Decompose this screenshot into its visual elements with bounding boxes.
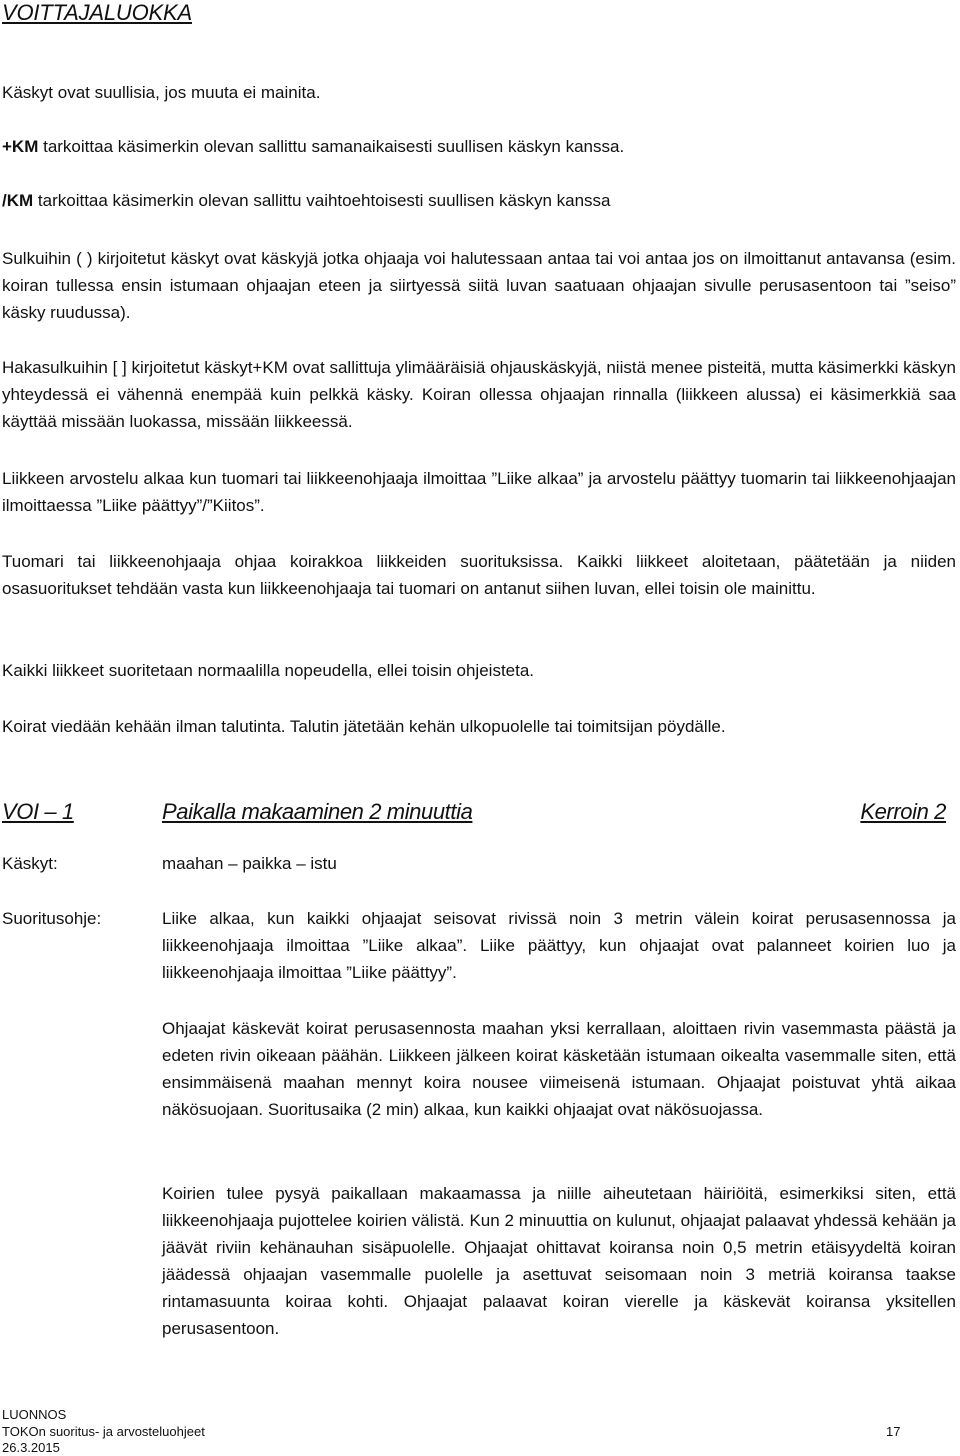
document-heading: VOITTAJALUOKKA xyxy=(2,0,192,25)
intro-paragraph-slash-km xyxy=(2,187,956,214)
intro-paragraph-brackets: Hakasulkuihin [ ] kirjoitetut käskyt+KM ovat sallittuja ylimääräisiä ohjauskäskyjä, niistä menee pisteitä, mutta käsimerkki käskyn yhteydessä ei vähennä enempää kuin pelkkä käsky. Koiran ollessa ohjaajan rinnalla (liikkeen alussa) ei käsimerkkiä saa käyttää missään luokassa, missään liikkeessä. xyxy=(2,358,956,431)
exercise-factor: Kerroin 2 xyxy=(860,799,946,824)
exercise-title: Paikalla makaaminen 2 minuuttia xyxy=(162,799,473,824)
instructions-paragraph: Ohjaajat käskevät koirat perusasennosta maahan yksi kerrallaan, aloittaen rivin vasemmasta päästä ja edeten rivin oikeaan päähän. Liikkeen jälkeen koirat käsketään istumaan oikealta vasemmalle siten, että ensimmäisenä maahan mennyt koira nousee viimeisenä istumaan. Ohjaajat poistuvat yhtä aikaa näkösuojaan. Suoritusaika (2 min) alkaa, kun kaikki ohjaajat ovat näkösuojassa. xyxy=(162,1019,956,1119)
intro-paragraph-parentheses: Sulkuihin ( ) kirjoitetut käskyt ovat käskyjä jotka ohjaaja voi halutessaan antaa tai voi antaa jos on ilmoittanut antavansa (esim. koiran tullessa ensin istumaan ohjaajan eteen ja siirtyessä siitä luvan saatuaan ohjaajan sivulle perusasentoon tai ”seiso” käsky ruudussa). xyxy=(2,249,956,322)
exercise-header xyxy=(2,797,946,827)
plus-km-description: tarkoittaa käsimerkin olevan sallittu samanaikaisesti suullisen käskyn kanssa. xyxy=(38,137,625,156)
commands-label: Käskyt: xyxy=(2,854,58,873)
slash-km-marker: /KM xyxy=(2,191,34,210)
intro-paragraph-commands-oral: Käskyt ovat suullisia, jos muuta ei mainita. xyxy=(2,83,321,102)
footer-document-title: TOKOn suoritus- ja arvosteluohjeet xyxy=(2,1424,205,1439)
instructions-paragraph: Koirien tulee pysyä paikallaan makaamassa ja niille aiheutetaan häiriöitä, esimerkiksi siten, että liikkeenohjaaja pujottelee koirien välistä. Kun 2 minuuttia on kulunut, ohjaajat palaavat yhdessä kehään ja jäävät riviin kehänauhan sisäpuolelle. Ohjaajat ohittavat koiransa noin 0,5 metrin etäisyydeltä koiran jäädessä ohjaajan vasemmalle puolelle ja asettuvat seisomaan noin 3 metriä koiransa taakse rintamasuunta koiraa kohti. Ohjaajat palaavat koiran vierelle ja käskevät koiransa yksitellen perusasentoon. xyxy=(162,1184,956,1338)
slash-km-description: tarkoittaa käsimerkin olevan sallittu vaihtoehtoisesti suullisen käskyn kanssa xyxy=(33,191,611,210)
intro-paragraph-judge: Tuomari tai liikkeenohjaaja ohjaa koirakkoa liikkeiden suorituksissa. Kaikki liikkeet aloitetaan, päätetään ja niiden osasuoritukset tehdään vasta kun liikkeenohjaaja tai tuomari on antanut siihen luvan, ellei toisin ole mainittu. xyxy=(2,552,956,598)
instructions-paragraph: Liike alkaa, kun kaikki ohjaajat seisovat rivissä noin 3 metrin välein koirat perusasennossa ja liikkeenohjaaja ilmoittaa ”Liike alkaa”. Liike päättyy, kun ohjaajat ovat palanneet koirien luo ja liikkeenohjaaja ilmoittaa ”Liike päättyy”. xyxy=(162,909,956,982)
footer-page-number: 17 xyxy=(886,1424,901,1439)
intro-paragraph-evaluation: Liikkeen arvostelu alkaa kun tuomari tai liikkeenohjaaja ilmoittaa ”Liike alkaa” ja arvostelu päättyy tuomarin tai liikkeenohjaajan ilmoittaessa ”Liike päättyy”/”Kiitos”. xyxy=(2,469,956,515)
footer-draft-label: LUONNOS xyxy=(2,1407,67,1422)
instructions-label: Suoritusohje: xyxy=(2,909,102,928)
intro-paragraph-plus-km xyxy=(2,133,956,160)
exercise-id: VOI – 1 xyxy=(2,799,74,824)
commands-value: maahan – paikka – istu xyxy=(162,854,337,873)
intro-paragraph-leash: Koirat viedään kehään ilman talutinta. Talutin jätetään kehän ulkopuolelle tai toimitsijan pöydälle. xyxy=(2,717,726,736)
footer-date: 26.3.2015 xyxy=(2,1440,60,1455)
plus-km-marker: +KM xyxy=(2,137,39,156)
intro-paragraph-speed: Kaikki liikkeet suoritetaan normaalilla nopeudella, ellei toisin ohjeisteta. xyxy=(2,661,535,680)
